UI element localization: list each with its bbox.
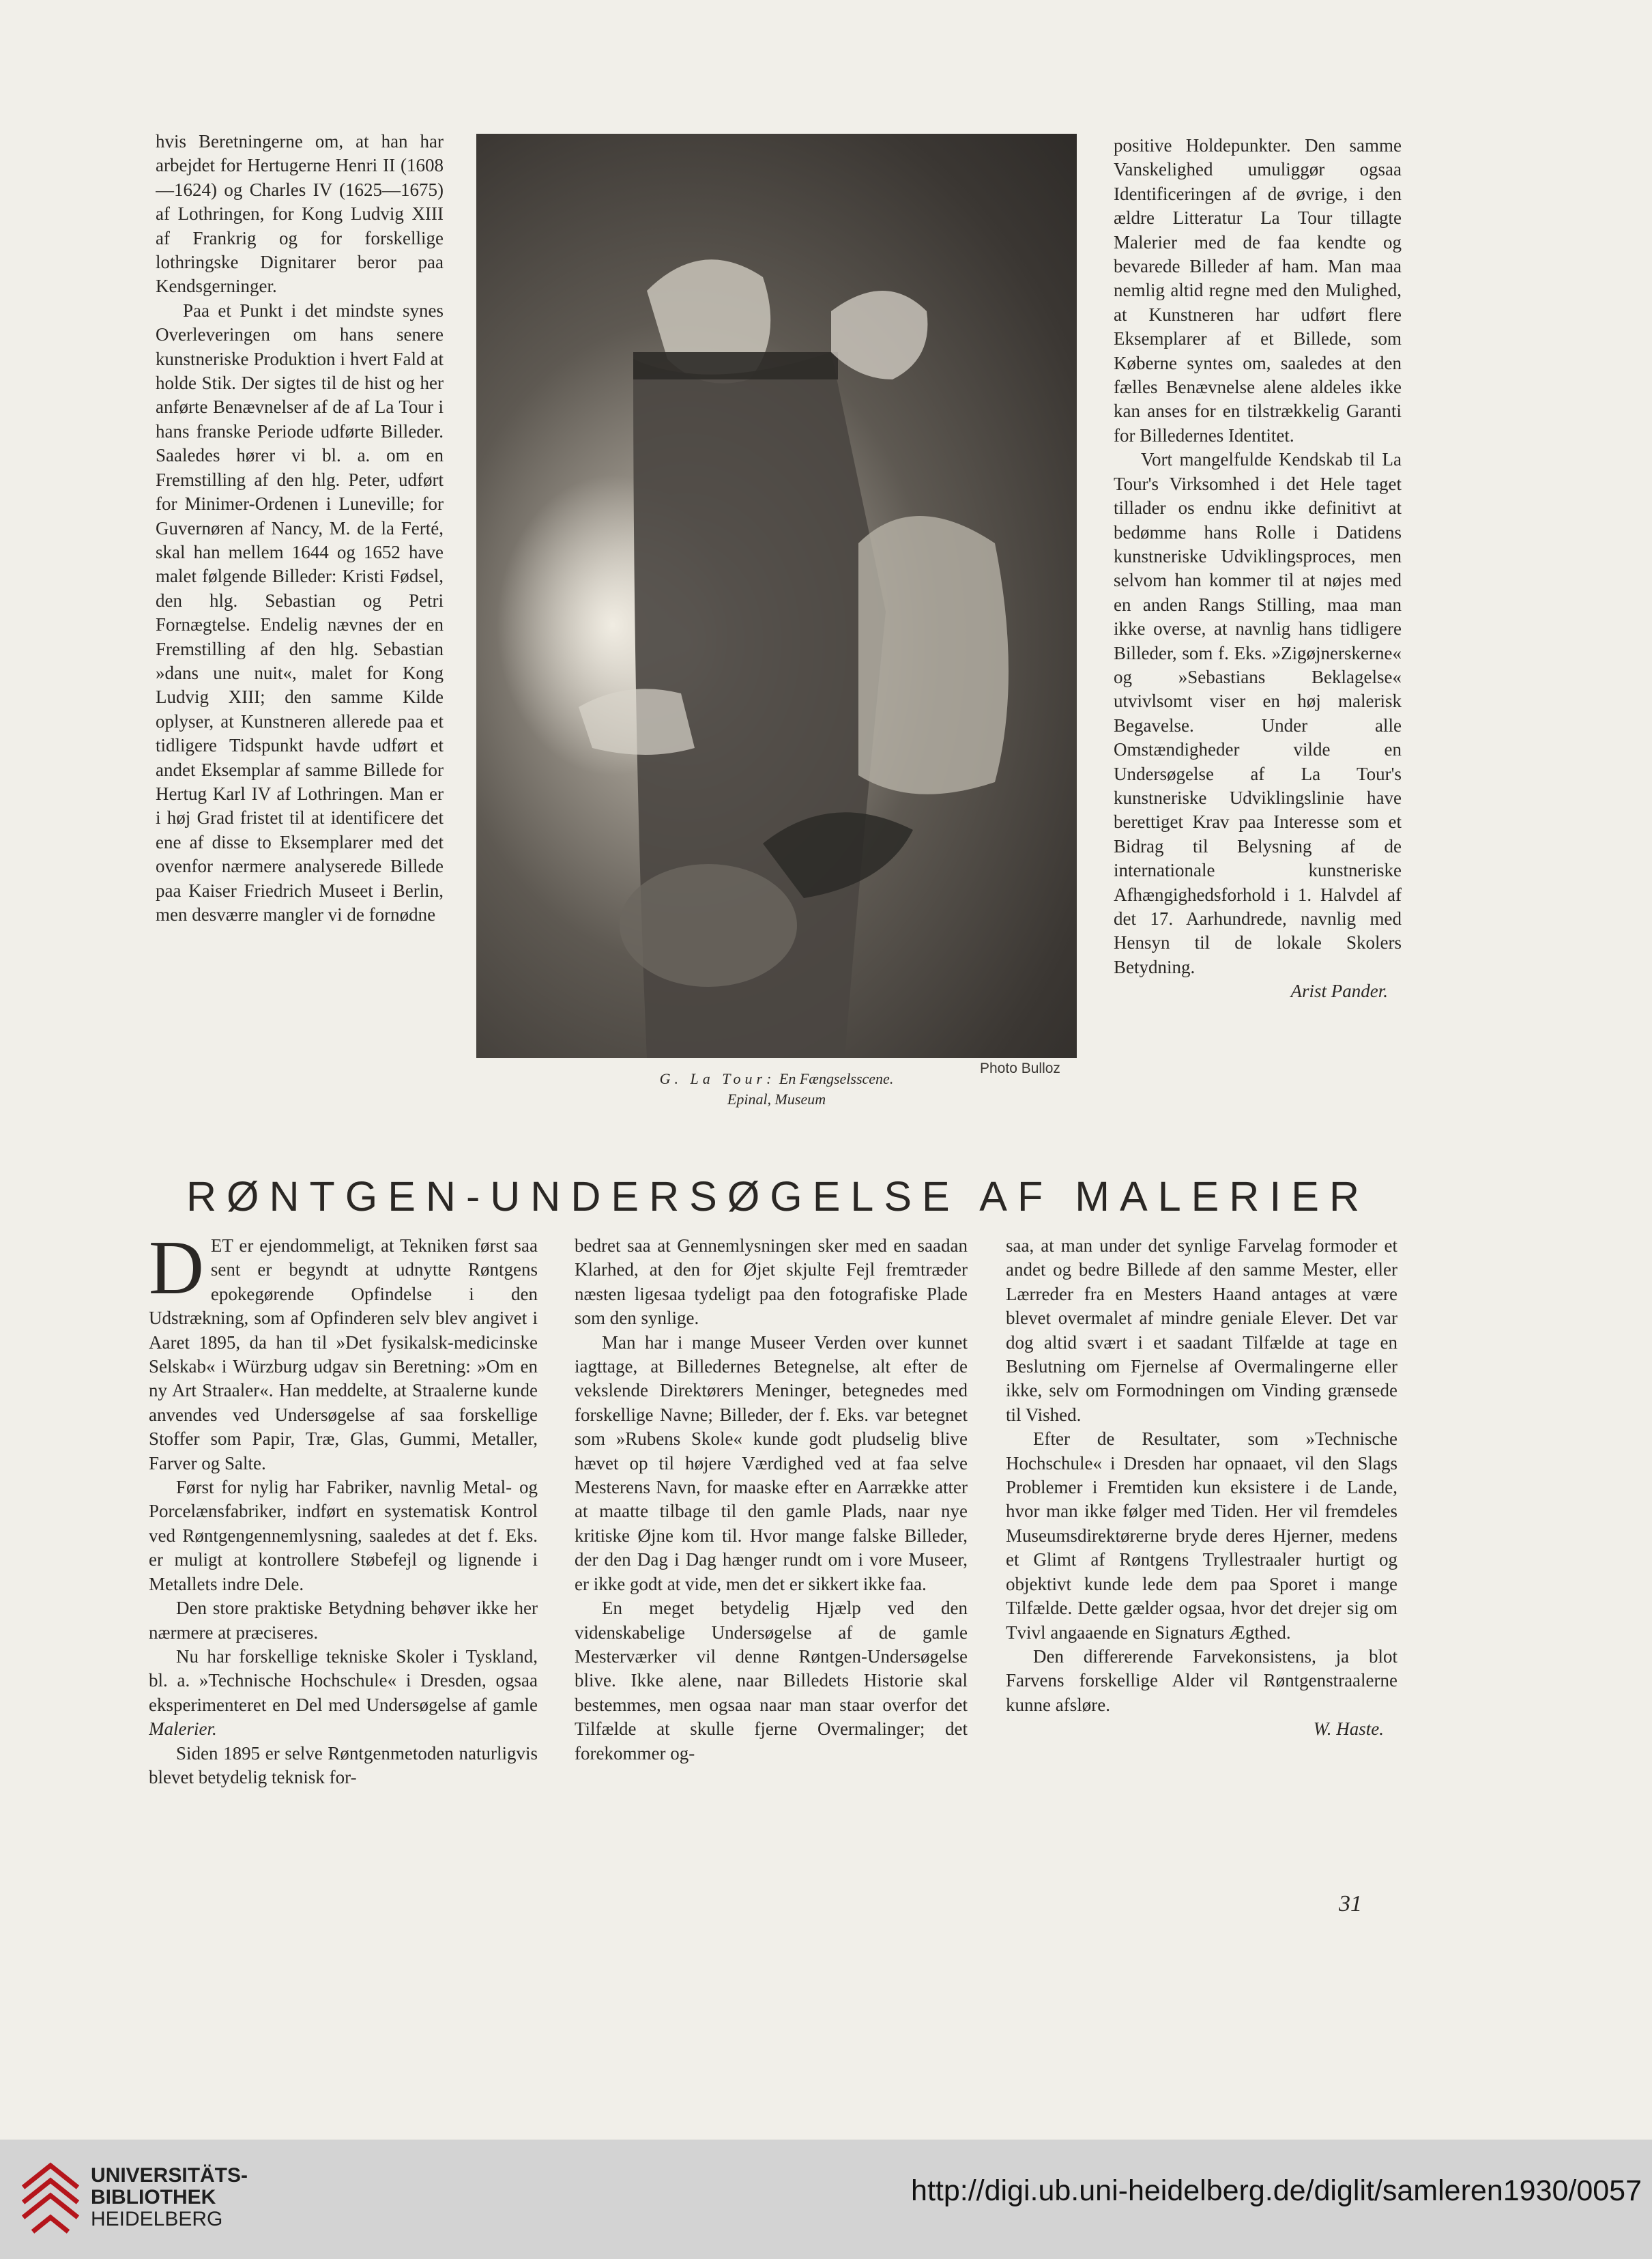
figure-caption	[476, 1069, 1077, 1110]
paragraph: Først for nylig har Fabriker, navnlig Metal- og Porcelænsfabriker, indført en systematisk Kontrol ved Røntgengennemlysning, saaledes at det f. Eks. er muligt at kontrollere Støbefejl og lignende i Metallets indre Dele.	[149, 1477, 538, 1594]
paragraph: En meget betydelig Hjælp ved den videnskabelige Undersøgelse af de gamle Mesterværker vil denne Røntgen-Undersøgelse blive. Ikke alene, naar Billedets Historie skal bestemmes, men ogsaa naar man staar overfor det Tilfælde at skulle fjerne Overmalinger; det forekommer og-	[575, 1598, 968, 1764]
photo-credit: Photo Bulloz	[980, 1061, 1060, 1076]
paragraph: DET er ejendommeligt, at Tekniken først saa sent er begyndt at udnytte Røntgens epokegørende Opfindelse i den Udstrækning, som af Opfinderen selv blev angivet i Aaret 1895, da han til »Det fysikalsk-medicinske Selskab« i Würzburg udgav sin Beretning: »Om en ny Art Straaler«. Han meddelte, at Straalerne kunde anvendes ved Undersøgelse af saa forskellige Stoffer som Papir, Træ, Glas, Gummi, Metaller, Farver og Salte.	[149, 1234, 538, 1473]
caption-title: En Fængselsscene.	[779, 1070, 894, 1087]
paragraph: saa, at man under det synlige Farvelag formoder et andet og bedre Billede af den samme Mester, eller Lærreder fra en Mesters Haand antages at være blevet overmalet af mindre geniale Elever. Det var dog altid svært i et saadant Tilfælde at tage en Beslutning om Fjernelse af Overmalingerne eller ikke, selv om Formodningen om Vinding grænsede til Vished.	[1006, 1235, 1397, 1425]
article2-column-3	[1006, 1234, 1397, 1875]
article1-left-column	[156, 130, 444, 1112]
paragraph: Vort mangelfulde Kendskab til La Tour's Virksomhed i det Hele taget tillader os endnu ikke definitivt at bedømme hans Rolle i Datidens kunstneriske Udviklingsproces, men selvom han kommer til at nøjes med en anden Rangs Stilling, maa man ikke overse, at navnlig hans tidligere Billeder, som f. Eks. »Zigøjnerskerne« og »Sebastians Beklagelse« utvivlsomt viser en høj malerisk Begavelse. Under alle Omstændigheder vilde en Undersøgelse af La Tour's kunstneriske Udviklingslinie have berettiget Krav paa Interesse som et Bidrag til Belysning af de internationale kunstneriske Afhængighedsforhold i 1. Halvdel af det 17. Aarhundrede, navnlig med Hensyn til de lokale Skolers Betydning.	[1114, 449, 1402, 977]
source-url-link[interactable]: http://digi.ub.uni-heidelberg.de/diglit/samleren1930/0057	[911, 2174, 1642, 2207]
paragraph: hvis Beretningerne om, at han har arbejdet for Hertugerne Henri II (1608—1624) og Charles IV (1625—1675) af Lothringen, for Kong Ludvig XIII af Frankrig og for forskellige lothringske Dignitarer beror paa Kendsgerninger.	[156, 131, 444, 297]
paragraph: Nu har forskellige tekniske Skoler i Tyskland, bl. a. »Technische Hochschule« i Dresden, ogsaa eksperimenteret en Del med Undersøgelse af gamle Malerier.	[149, 1645, 538, 1740]
library-logo-text	[91, 2165, 248, 2230]
caption-location: Epinal, Museum	[727, 1091, 826, 1108]
author-signature: W. Haste.	[1313, 1718, 1384, 1740]
painting-photo	[476, 134, 1077, 1058]
caption-artist: G. La Tour:	[659, 1070, 776, 1087]
paragraph: positive Holdepunkter. Den samme Vanskelighed umuliggør ogsaa Identificeringen af de øvrige, i den ældre Litteratur La Tour tillagte Malerier med de faa kendte og bevarede Billeder af ham. Man maa nemlig altid regne med den Mulighed, at Kunstneren har udført flere Eksemplarer af et Billede, som Køberne syntes om, saaledes at den fælles Benævnelse alene aldeles ikke kan anses for en tilstrækkelig Garanti for Billedernes Identitet.	[1114, 135, 1402, 446]
logo-line: HEIDELBERG	[91, 2208, 223, 2230]
page-number: 31	[1339, 1891, 1362, 1916]
article-headline: RØNTGEN-UNDERSØGELSE AF MALERIER	[186, 1173, 1370, 1220]
drop-cap: D	[149, 1234, 204, 1310]
italic-word: Malerier.	[149, 1718, 217, 1740]
prison-scene-illustration	[476, 134, 1077, 1058]
paragraph: Man har i mange Museer Verden over kunnet iagttage, at Billedernes Betegnelse, alt efter de vekslende Direktørers Meninger, betegnedes med forskellige Navne; Billeder, der f. Eks. var betegnet som »Rubens Skole« kunde godt pludselig blive hævet op til højere Værdighed ved at faa selve Mesterens Navn, for maaske efter en Aarrække atter at maatte tilbage til den gamle Plads, naar nye kritiske Øjne kom til. Hvor mange falske Billeder, der den Dag i Dag hænger rundt om i vore Museer, er ikke godt at vide, men det er sikkert ikke faa.	[575, 1332, 968, 1594]
article2-column-2	[575, 1234, 968, 1875]
paragraph: Den store praktiske Betydning behøver ikke her nærmere at præciseres.	[149, 1598, 538, 1643]
paragraph: Efter de Resultater, som »Technische Hochschule« i Dresden har opnaaet, vil den Slags Problemer i Fremtiden kun eksistere i de Lande, hvor man ikke følger med Tiden. Her vil fremdeles Museumsdirektørerne bryde deres Hjerner, medens et Glimt af Røntgens Tryllestraaler hurtigt og objektivt kunde lede dem paa Sporet i mange Tilfælde. Dette gælder ogsaa, hvor det drejer sig om Tvivl angaaende en Signaturs Ægthed.	[1006, 1428, 1397, 1643]
paragraph: bedret saa at Gennemlysningen sker med en saadan Klarhed, at den for Øjet skjulte Fejl fremtræder næsten ligesaa tydeligt paa den fotografiske Plade som den synlige.	[575, 1235, 968, 1329]
logo-line: UNIVERSITÄTS-	[91, 2164, 248, 2187]
author-signature: Arist Pander.	[1290, 981, 1388, 1002]
paragraph: Den differerende Farvekonsistens, ja blot Farvens forskellige Alder vil Røntgenstraalerne kunne afsløre.	[1006, 1645, 1397, 1715]
article2-column-1	[149, 1234, 538, 1875]
university-library-logo-icon	[18, 2160, 83, 2239]
article1-right-column	[1114, 134, 1402, 1117]
paragraph: Paa et Punkt i det mindste synes Overleveringen om hans senere kunstneriske Produktion i hvert Fald at holde Stik. Der sigtes til de hist og her anførte Benævnelser af de af La Tour i hans franske Periode udførte Billeder. Saaledes hører vi bl. a. om en Fremstilling af den hlg. Peter, udført for Minimer-Ordenen i Luneville; for Guvernøren af Nancy, M. de la Ferté, skal han mellem 1644 og 1652 have malet følgende Billeder: Kristi Fødsel, den hlg. Sebastian og Petri Fornægtelse. Endelig nævnes der en Fremstilling af den hlg. Sebastian »dans une nuit«, malet for Kong Ludvig XIII; den samme Kilde oplyser, at Kunstneren allerede paa et tidligere Tidspunkt havde udført et andet Eksemplar af samme Billede for Hertug Karl IV af Lothringen. Man er i høj Grad fristet til at identificere det ene af disse to Eksemplarer med det ovenfor nærmere analyserede Billede paa Kaiser Friedrich Museet i Berlin, men desværre mangler vi de fornødne	[156, 300, 444, 925]
logo-line: BIBLIOTHEK	[91, 2186, 216, 2208]
paragraph: Siden 1895 er selve Røntgenmetoden naturligvis blevet betydelig teknisk for-	[149, 1742, 538, 1787]
